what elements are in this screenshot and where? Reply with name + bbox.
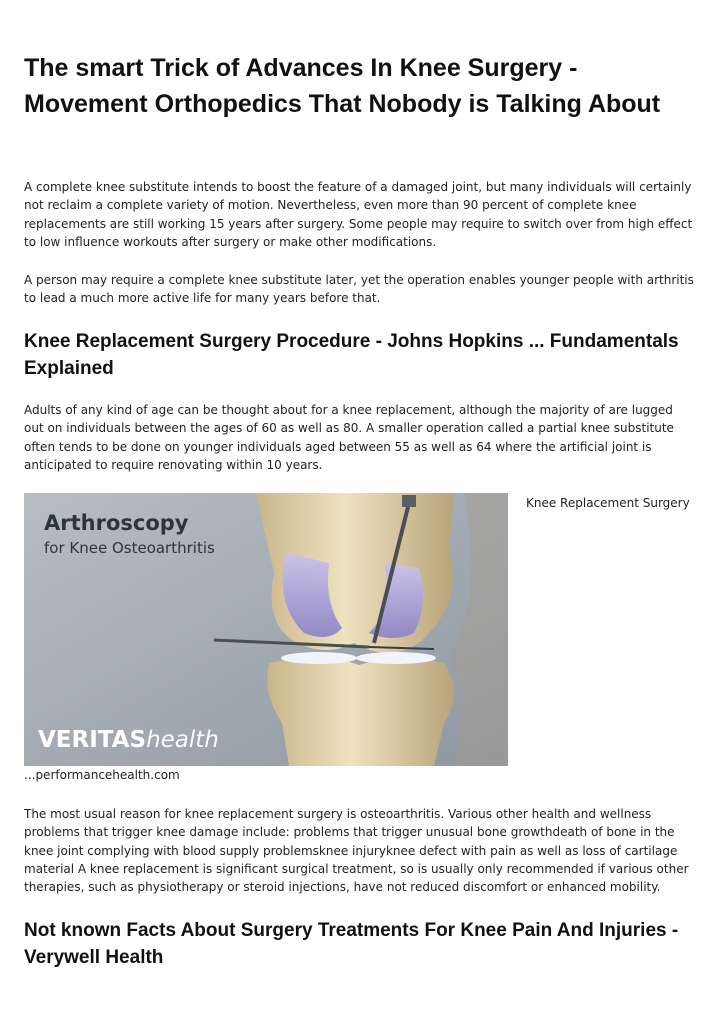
image-caption: ...performancehealth.com <box>24 768 180 782</box>
veritas-health-logo: VERITAShealth <box>38 727 219 753</box>
knee-arthroscopy-image <box>24 493 508 766</box>
image-subtitle: for Knee Osteoarthritis <box>44 539 215 557</box>
paragraph-1: A complete knee substitute intends to boost the feature of a damaged joint, but many individuals will certainly not reclaim a complete variety of motion. Nevertheless, even more than 90 percent of complete knee replacements are still working 15 years after surgery. Some people may require to switch over from high effect to low influence workouts after surgery or make other modifications. <box>24 180 693 249</box>
section-heading-2: Not known Facts About Surgery Treatments For Knee Pain And Injuries - Verywell Health <box>24 920 679 968</box>
section-heading-1: Knee Replacement Surgery Procedure - Johns Hopkins ... Fundamentals Explained <box>24 331 679 379</box>
paragraph-4: The most usual reason for knee replacement surgery is osteoarthritis. Various other health and wellness problems that trigger knee damage include: problems that trigger unusual bone growthdeath of bone in the knee joint complying with blood supply problemsknee injuryknee defect with pain as well as loss of cartilage material A knee replacement is significant surgical treatment, so is usually only recommended if various other therapies, such as physiotherapy or steroid injections, have not reduced discomfort or enhanced mobility. <box>24 807 689 895</box>
image-title: Arthroscopy <box>44 511 189 535</box>
paragraph-3: Adults of any kind of age can be thought about for a knee replacement, although the majority of are lugged out on individuals between the ages of 60 as well as 80. A smaller operation called a partial knee substitute often tends to be done on younger individuals aged between 55 as well as 64 where the artificial joint is anticipated to require renovating within 10 years. <box>24 403 674 472</box>
page-title: The smart Trick of Advances In Knee Surgery - Movement Orthopedics That Nobody is Talking About <box>24 54 661 118</box>
paragraph-2: A person may require a complete knee substitute later, yet the operation enables younger people with arthritis to lead a much more active life for many years before that. <box>24 273 694 306</box>
image-alt-label: Knee Replacement Surgery <box>526 496 690 510</box>
